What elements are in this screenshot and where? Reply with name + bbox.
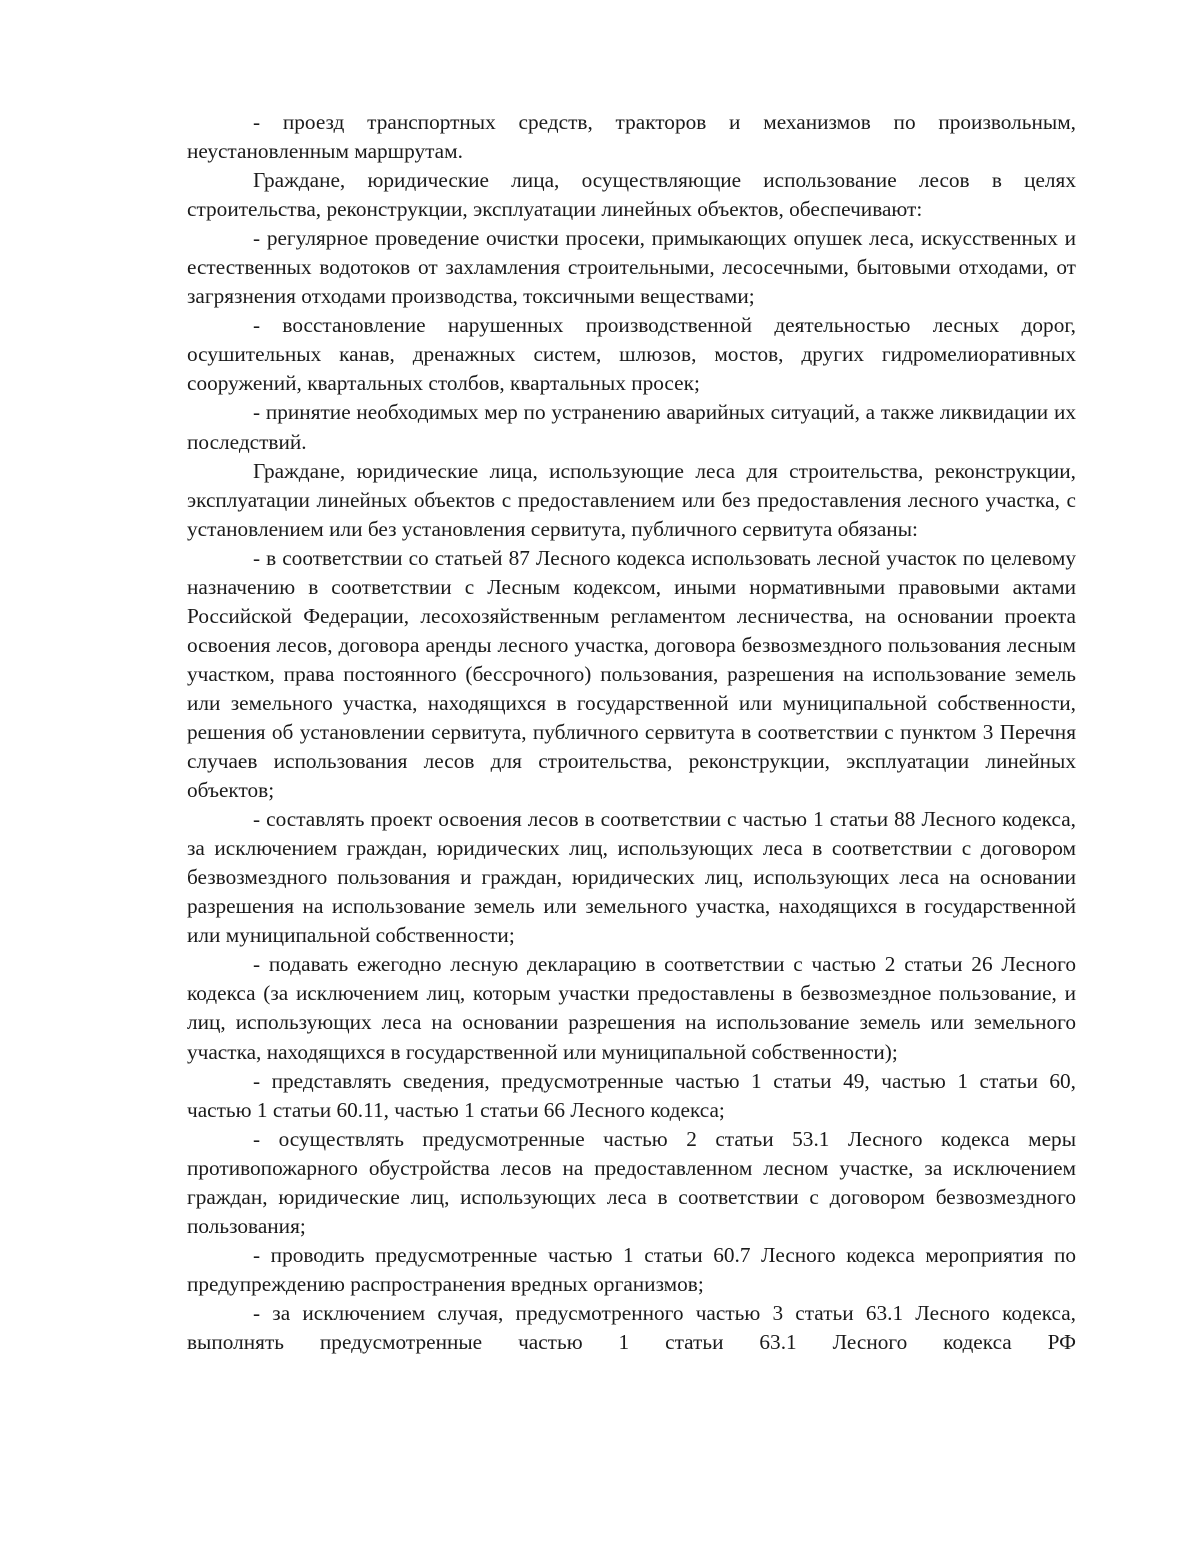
paragraph-11: - осуществлять предусмотренные частью 2 статьи 53.1 Лесного кодекса меры противопожарного обустройства лесов на предоставленном лесном участке, за исключением граждан, юридические лиц, использующих леса в соответствии с договором безвозмездного пользования; [187,1126,1076,1238]
paragraph-6: Граждане, юридические лица, использующие леса для строительства, реконструкции, эксплуатации линейных объектов с предоставлением или без предоставления лесного участка, с установлением или без установления сервитута, публичного сервитута обязаны: [187,458,1076,541]
paragraph-1: - проезд транспортных средств, тракторов и механизмов по произвольным, неустановленным маршрутам. [187,110,1076,164]
paragraph-3: - регулярное проведение очистки просеки, примыкающих опушек леса, искусственных и естественных водотоков от захламления строительными, лесосечными, бытовыми отходами, от загрязнения отходами производства, токсичными веществами; [187,226,1076,309]
paragraph-8: - составлять проект освоения лесов в соответствии с частью 1 статьи 88 Лесного кодекса, за исключением граждан, юридических лиц, использующих леса в соответствии с договором безвозмездного пользования и граждан, юридических лиц, использующих леса на основании разрешения на использование земель или земельного участка, находящихся в государственной или муниципальной собственности; [187,807,1076,948]
paragraph-12: - проводить предусмотренные частью 1 статьи 60.7 Лесного кодекса мероприятия по предупреждению распространения вредных организмов; [187,1242,1076,1296]
paragraph-9: - подавать ежегодно лесную декларацию в соответствии с частью 2 статьи 26 Лесного кодекса (за исключением лиц, которым участки предоставлены в безвозмездное пользование, и лиц, использующих леса на основании разрешения на использование земель или земельного участка, находящихся в государственной или муниципальной собственности); [187,952,1076,1064]
paragraph-2: Граждане, юридические лица, осуществляющие использование лесов в целях строительства, реконструкции, эксплуатации линейных объектов, обеспечивают: [187,168,1076,222]
paragraph-5: - принятие необходимых мер по устранению аварийных ситуаций, а также ликвидации их последствий. [187,400,1076,454]
paragraph-4: - восстановление нарушенных производственной деятельностью лесных дорог, осушительных канав, дренажных систем, шлюзов, мостов, других гидромелиоративных сооружений, квартальных столбов, квартальных просек; [187,313,1076,396]
paragraph-10: - представлять сведения, предусмотренные частью 1 статьи 49, частью 1 статьи 60, частью 1 статьи 60.11, частью 1 статьи 66 Лесного кодекса; [187,1068,1076,1122]
paragraph-13: - за исключением случая, предусмотренного частью 3 статьи 63.1 Лесного кодекса, выполнять предусмотренные частью 1 статьи 63.1 Лесного кодекса РФ [187,1300,1076,1354]
document-page [187,108,1076,1357]
paragraph-7: - в соответствии со статьей 87 Лесного кодекса использовать лесной участок по целевому назначению в соответствии с Лесным кодексом, иными нормативными правовыми актами Российской Федерации, лесохозяйственным регламентом лесничества, на основании проекта освоения лесов, договора аренды лесного участка, договора безвозмездного пользования лесным участком, права постоянного (бессрочного) пользования, разрешения на использование земель или земельного участка, находящихся в государственной или муниципальной собственности, решения об установлении сервитута, публичного сервитута в соответствии с пунктом 3 Перечня случаев использования лесов для строительства, реконструкции, эксплуатации линейных объектов; [187,545,1076,803]
